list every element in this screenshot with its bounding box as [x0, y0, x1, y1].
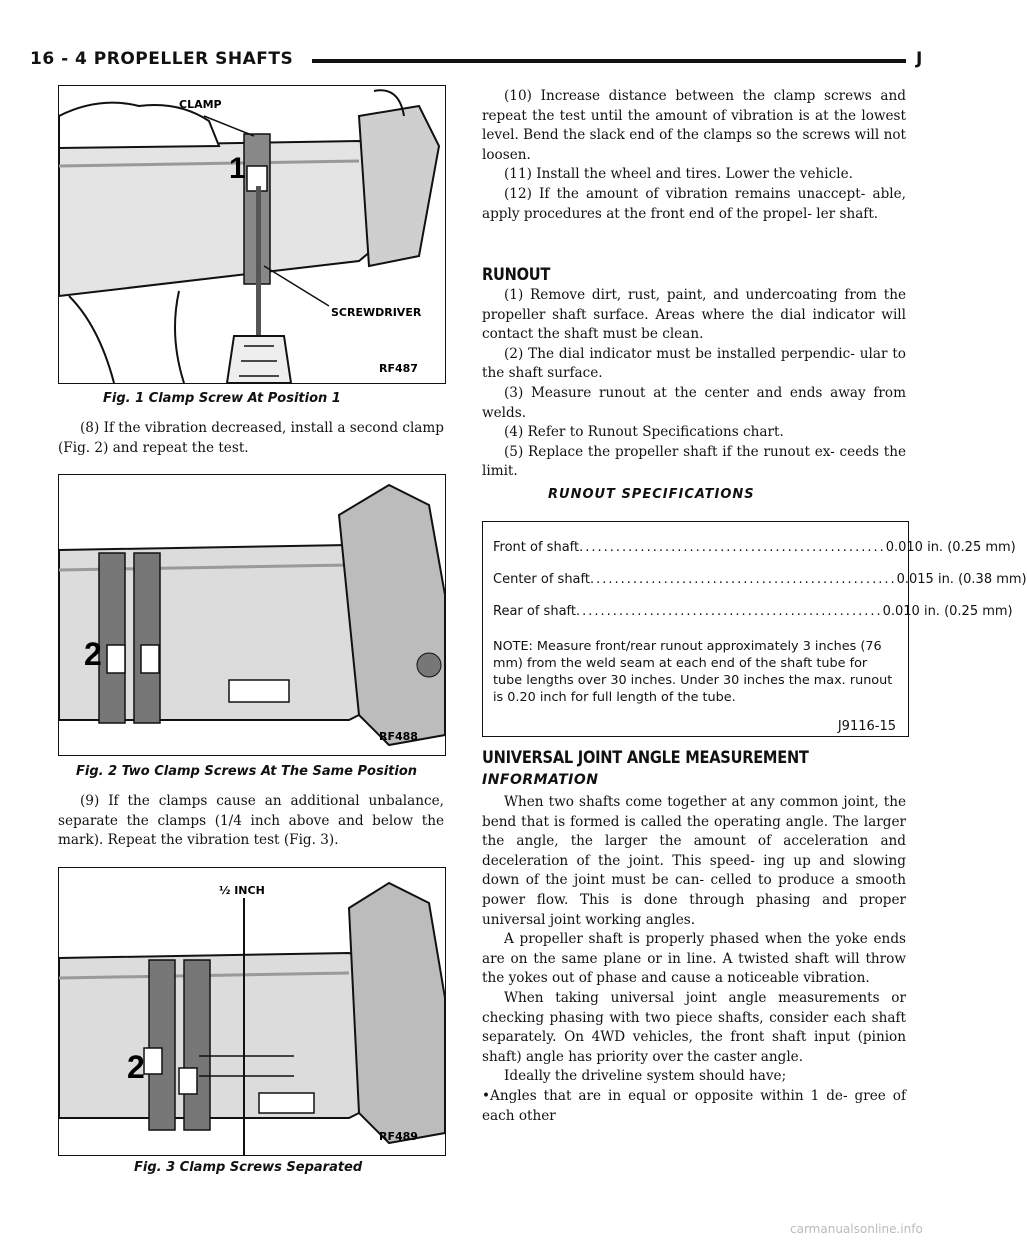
paragraph-10: (10) Increase distance between the clamp screws and repeat the test until the amount of vibration is at the lowest level. Bend the slack end of the clamps so the screws will not loosen.: [482, 88, 906, 163]
spec-label: Front of shaft: [493, 540, 580, 555]
paragraph-11: (11) Install the wheel and tires. Lower the vehicle.: [504, 166, 853, 183]
runout-step-5: (5) Replace the propeller shaft if the runout ex- ceeds the limit.: [482, 443, 906, 480]
spec-label: Rear of shaft: [493, 604, 576, 619]
figure-2-illustration: [58, 474, 446, 756]
fig1-callout-number: 1: [229, 152, 246, 185]
spec-value: 0.010 in. (0.25 mm): [885, 540, 1016, 555]
fig1-callout-screwdriver: SCREWDRIVER: [331, 306, 422, 319]
fig1-callout-clamp: CLAMP: [179, 98, 222, 111]
fig1-caption: Fig. 1 Clamp Screw At Position 1: [103, 391, 341, 406]
runout-spec-table: [482, 521, 1027, 737]
spec-row: Front of shaft .................................................. 0.010 in. (0.25 mm): [493, 540, 1016, 555]
runout-step-2: (2) The dial indicator must be installed perpendic- ular to the shaft surface.: [482, 345, 906, 382]
runout-steps: [482, 286, 906, 482]
runout-step-4: (4) Refer to Runout Specifications chart.: [504, 424, 784, 441]
figure-3-illustration: [58, 867, 446, 1156]
ujoint-paragraph: When two shafts come together at any common joint, the bend that is formed is called the operating angle. The larger the angle, the larger the amount of acceleration and deceleration of the joint. This speed- ing up and slowing down of the joint must be can- celled to produce a smooth power flow. This is done through phasing and proper universal joint working angles.: [482, 794, 906, 928]
page-header-title: 16 - 4 PROPELLER SHAFTS: [30, 49, 294, 69]
spec-value: 0.010 in. (0.25 mm): [882, 604, 1013, 619]
fig2-callout-number: 2: [84, 636, 102, 672]
ujoint-body: [482, 793, 906, 1126]
ujoint-paragraph: Ideally the driveline system should have;: [504, 1068, 787, 1085]
spec-note: NOTE: Measure front/rear runout approximately 3 inches (76 mm) from the weld seam at each end of the shaft tube for tube lengths over 30 inches. Under 30 inches the max. runout is 0.20 inch for full length of the tube.: [493, 639, 893, 705]
spec-row: Rear of shaft .................................................. 0.010 in. (0.25 mm): [493, 604, 1013, 619]
fig1-code: RF487: [379, 362, 418, 375]
ujoint-paragraph: A propeller shaft is properly phased when the yoke ends are on the same plane or in line. A twisted shaft will throw the yokes out of phase and cause a noticeable vibration.: [482, 931, 906, 987]
ujoint-bullet: •Angles that are in equal or opposite within 1 de- gree of each other: [482, 1087, 906, 1124]
right-column-top: [482, 87, 906, 224]
figure-1-illustration: [58, 85, 446, 384]
ujoint-paragraph: When taking universal joint angle measurements or checking phasing with two piece shafts, consider each shaft separately. On 4WD vehicles, the front shaft input (pinion shaft) angle has priority over the caster angle.: [482, 989, 906, 1065]
ujoint-heading: UNIVERSAL JOINT ANGLE MEASUREMENT: [482, 748, 809, 768]
left-paragraph-9: (9) If the clamps cause an additional unbalance, separate the clamps (1/4 inch above and below the mark). Repeat the vibration test (Fig. 3).: [58, 793, 444, 849]
information-subheading: INFORMATION: [482, 772, 599, 788]
fig2-code: RF488: [379, 730, 418, 743]
spec-label: Center of shaft: [493, 572, 590, 587]
watermark-footer: carmanualsonline.info: [790, 1222, 923, 1236]
page-header-letter: J: [916, 49, 923, 69]
fig3-callout-half-inch: ½ INCH: [219, 884, 265, 897]
spec-table-title: RUNOUT SPECIFICATIONS: [548, 487, 755, 502]
paragraph-12: (12) If the amount of vibration remains unaccept- able, apply procedures at the front end of the propel- ler shaft.: [482, 185, 906, 222]
runout-step-1: (1) Remove dirt, rust, paint, and undercoating from the propeller shaft surface. Areas where the dial indicator will contact the shaft must be clean.: [482, 287, 906, 343]
fig2-caption: Fig. 2 Two Clamp Screws At The Same Position: [76, 764, 418, 779]
spec-value: 0.015 in. (0.38 mm): [896, 572, 1027, 587]
fig3-callout-number: 2: [127, 1049, 145, 1085]
runout-step-3: (3) Measure runout at the center and ends away from welds.: [482, 384, 906, 421]
fig3-code: RF489: [379, 1130, 418, 1143]
left-paragraph-8: (8) If the vibration decreased, install a second clamp (Fig. 2) and repeat the test.: [58, 420, 444, 456]
header-rule: [312, 59, 906, 63]
runout-heading: RUNOUT: [482, 265, 551, 285]
spec-row: Center of shaft .................................................. 0.015 in. (0.38 mm): [493, 572, 1027, 587]
spec-code: J9116-15: [837, 719, 896, 734]
fig3-caption: Fig. 3 Clamp Screws Separated: [134, 1160, 363, 1175]
